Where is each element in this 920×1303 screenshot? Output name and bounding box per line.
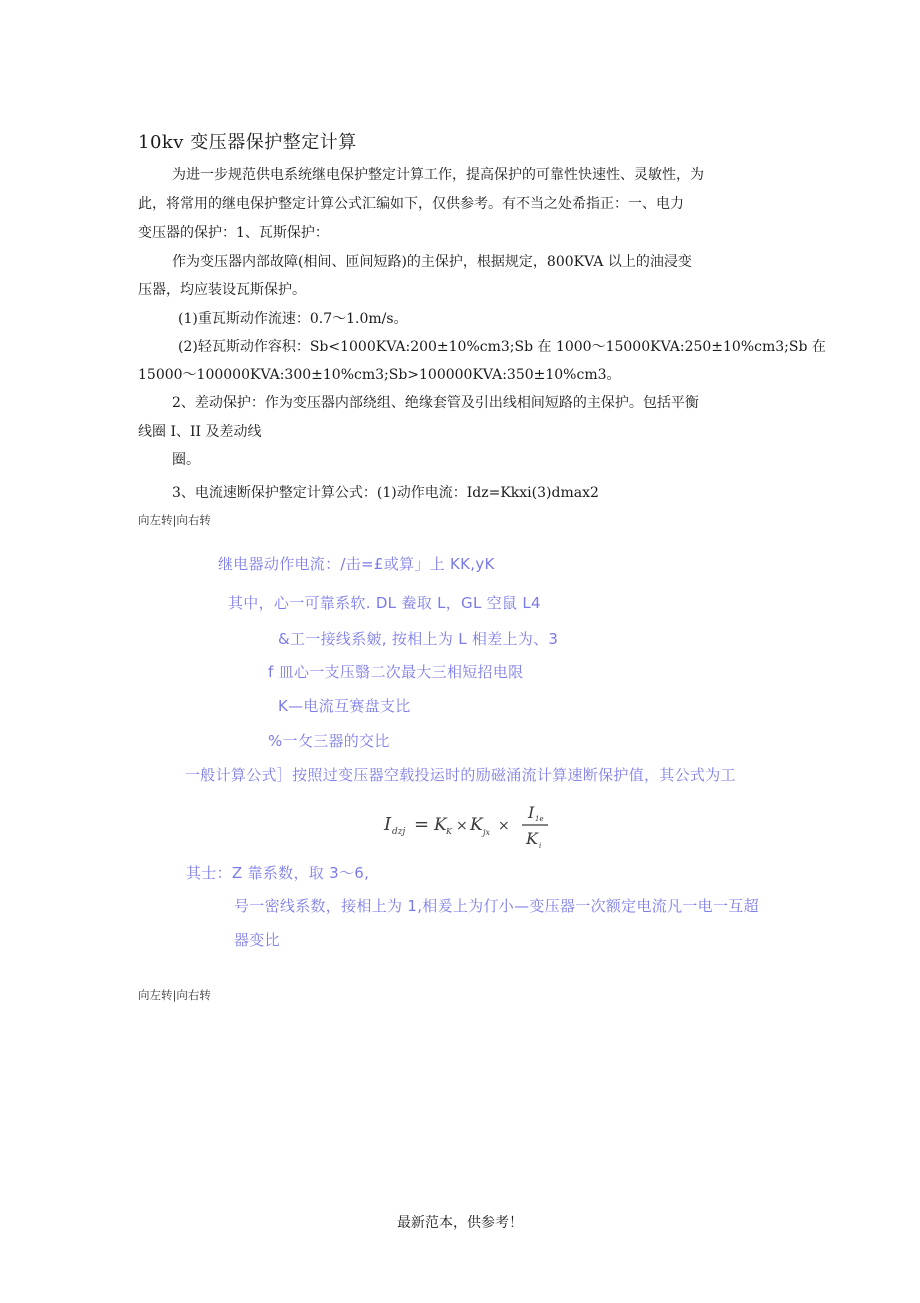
paragraph-line-7: (2)轻瓦斯动作容积：Sb<1000KVA:200±10%cm3;Sb 在 1000〜15000KVA:250±10%cm3;Sb 在 [178, 339, 826, 355]
paragraph-line-4: 作为变压器内部故障(相间、匝间短路)的主保护，根据规定，800KVA 以上的油浸变 [172, 254, 692, 270]
ocr-line-7: 一般计算公式］按照过变压器空载投运时的励磁涌流计算速断保护值，其公式为工 [185, 766, 736, 784]
paragraph-line-2: 此，将常用的继电保护整定计算公式汇编如下，仅供参考。有不当之处希指正：一、电力 [138, 196, 684, 212]
ocr-line-6: %一攵三器的交比 [268, 732, 390, 750]
formula-k2: K [470, 815, 483, 835]
image-rotate-controls-1[interactable]: 向左转|向右转 [138, 513, 211, 527]
formula-times-1: × [456, 818, 468, 834]
formula-denominator: K [526, 829, 538, 848]
document-title: 10kv 变压器保护整定计算 [138, 132, 357, 153]
formula-lhs-sub: dzj [392, 827, 406, 837]
formula-denominator-sub: i [539, 842, 542, 850]
ocr-line-4: f 皿心一支压翳二次最大三相短招电限 [268, 663, 524, 681]
formula-k1: K [434, 815, 447, 835]
paragraph-line-3: 变压器的保护：1、瓦斯保护： [138, 225, 329, 241]
ocr-line-10: 器变比 [234, 931, 280, 949]
formula-numerator-sub: 1e [535, 815, 544, 823]
image-rotate-controls-2[interactable]: 向左转|向右转 [138, 988, 211, 1002]
formula-numerator: I [528, 803, 535, 822]
page-footer: 最新范本，供参考！ [397, 1215, 523, 1231]
paragraph-line-11: 圈。 [172, 452, 200, 468]
paragraph-line-10: 线圈 I、II 及差动线 [138, 424, 262, 440]
paragraph-line-5: 压器，均应装设瓦斯保护。 [138, 282, 306, 298]
formula-times-2: × [498, 818, 510, 834]
paragraph-line-1: 为进一步规范供电系统继电保护整定计算工作，提高保护的可靠性快速性、灵敏性，为 [172, 167, 704, 183]
ocr-line-5: K—电流互赛盘支比 [278, 697, 411, 715]
paragraph-line-12: 3、电流速断保护整定计算公式：(1)动作电流：Idz=Kkxi(3)dmax2 [172, 485, 599, 501]
ocr-line-1: 继电器动作电流：/击=£或算」上 KK,yK [218, 555, 495, 573]
ocr-line-9: 号一密线系数，接相上为 1,相爰上为仃小—变压器一次额定电流凡一电一互超 [234, 897, 759, 915]
ocr-line-3: &工一接线系皴, 按相上为 L 相差上为、3 [278, 630, 559, 648]
ocr-line-8: 其士：Z 靠系数，取 3〜6, [186, 864, 370, 882]
formula-svg [380, 800, 560, 856]
paragraph-line-6: (1)重瓦斯动作流速：0.7〜1.0m/s。 [178, 311, 408, 327]
formula-image [380, 800, 560, 856]
formula-lhs: I [384, 814, 392, 835]
formula-equals: = [414, 814, 430, 835]
formula-k1-sub: K [446, 827, 452, 836]
paragraph-line-8: 15000〜100000KVA:300±10%cm3;Sb>100000KVA:350±10%cm3。 [138, 367, 621, 383]
paragraph-line-9: 2、差动保护：作为变压器内部绕组、绝缘套管及引出线相间短路的主保护。包括平衡 [172, 395, 699, 411]
formula-k2-sub: jx [483, 828, 490, 837]
ocr-line-2: 其中，心一可靠系软. DL 鲞取 L，GL 空鼠 L4 [228, 594, 541, 612]
